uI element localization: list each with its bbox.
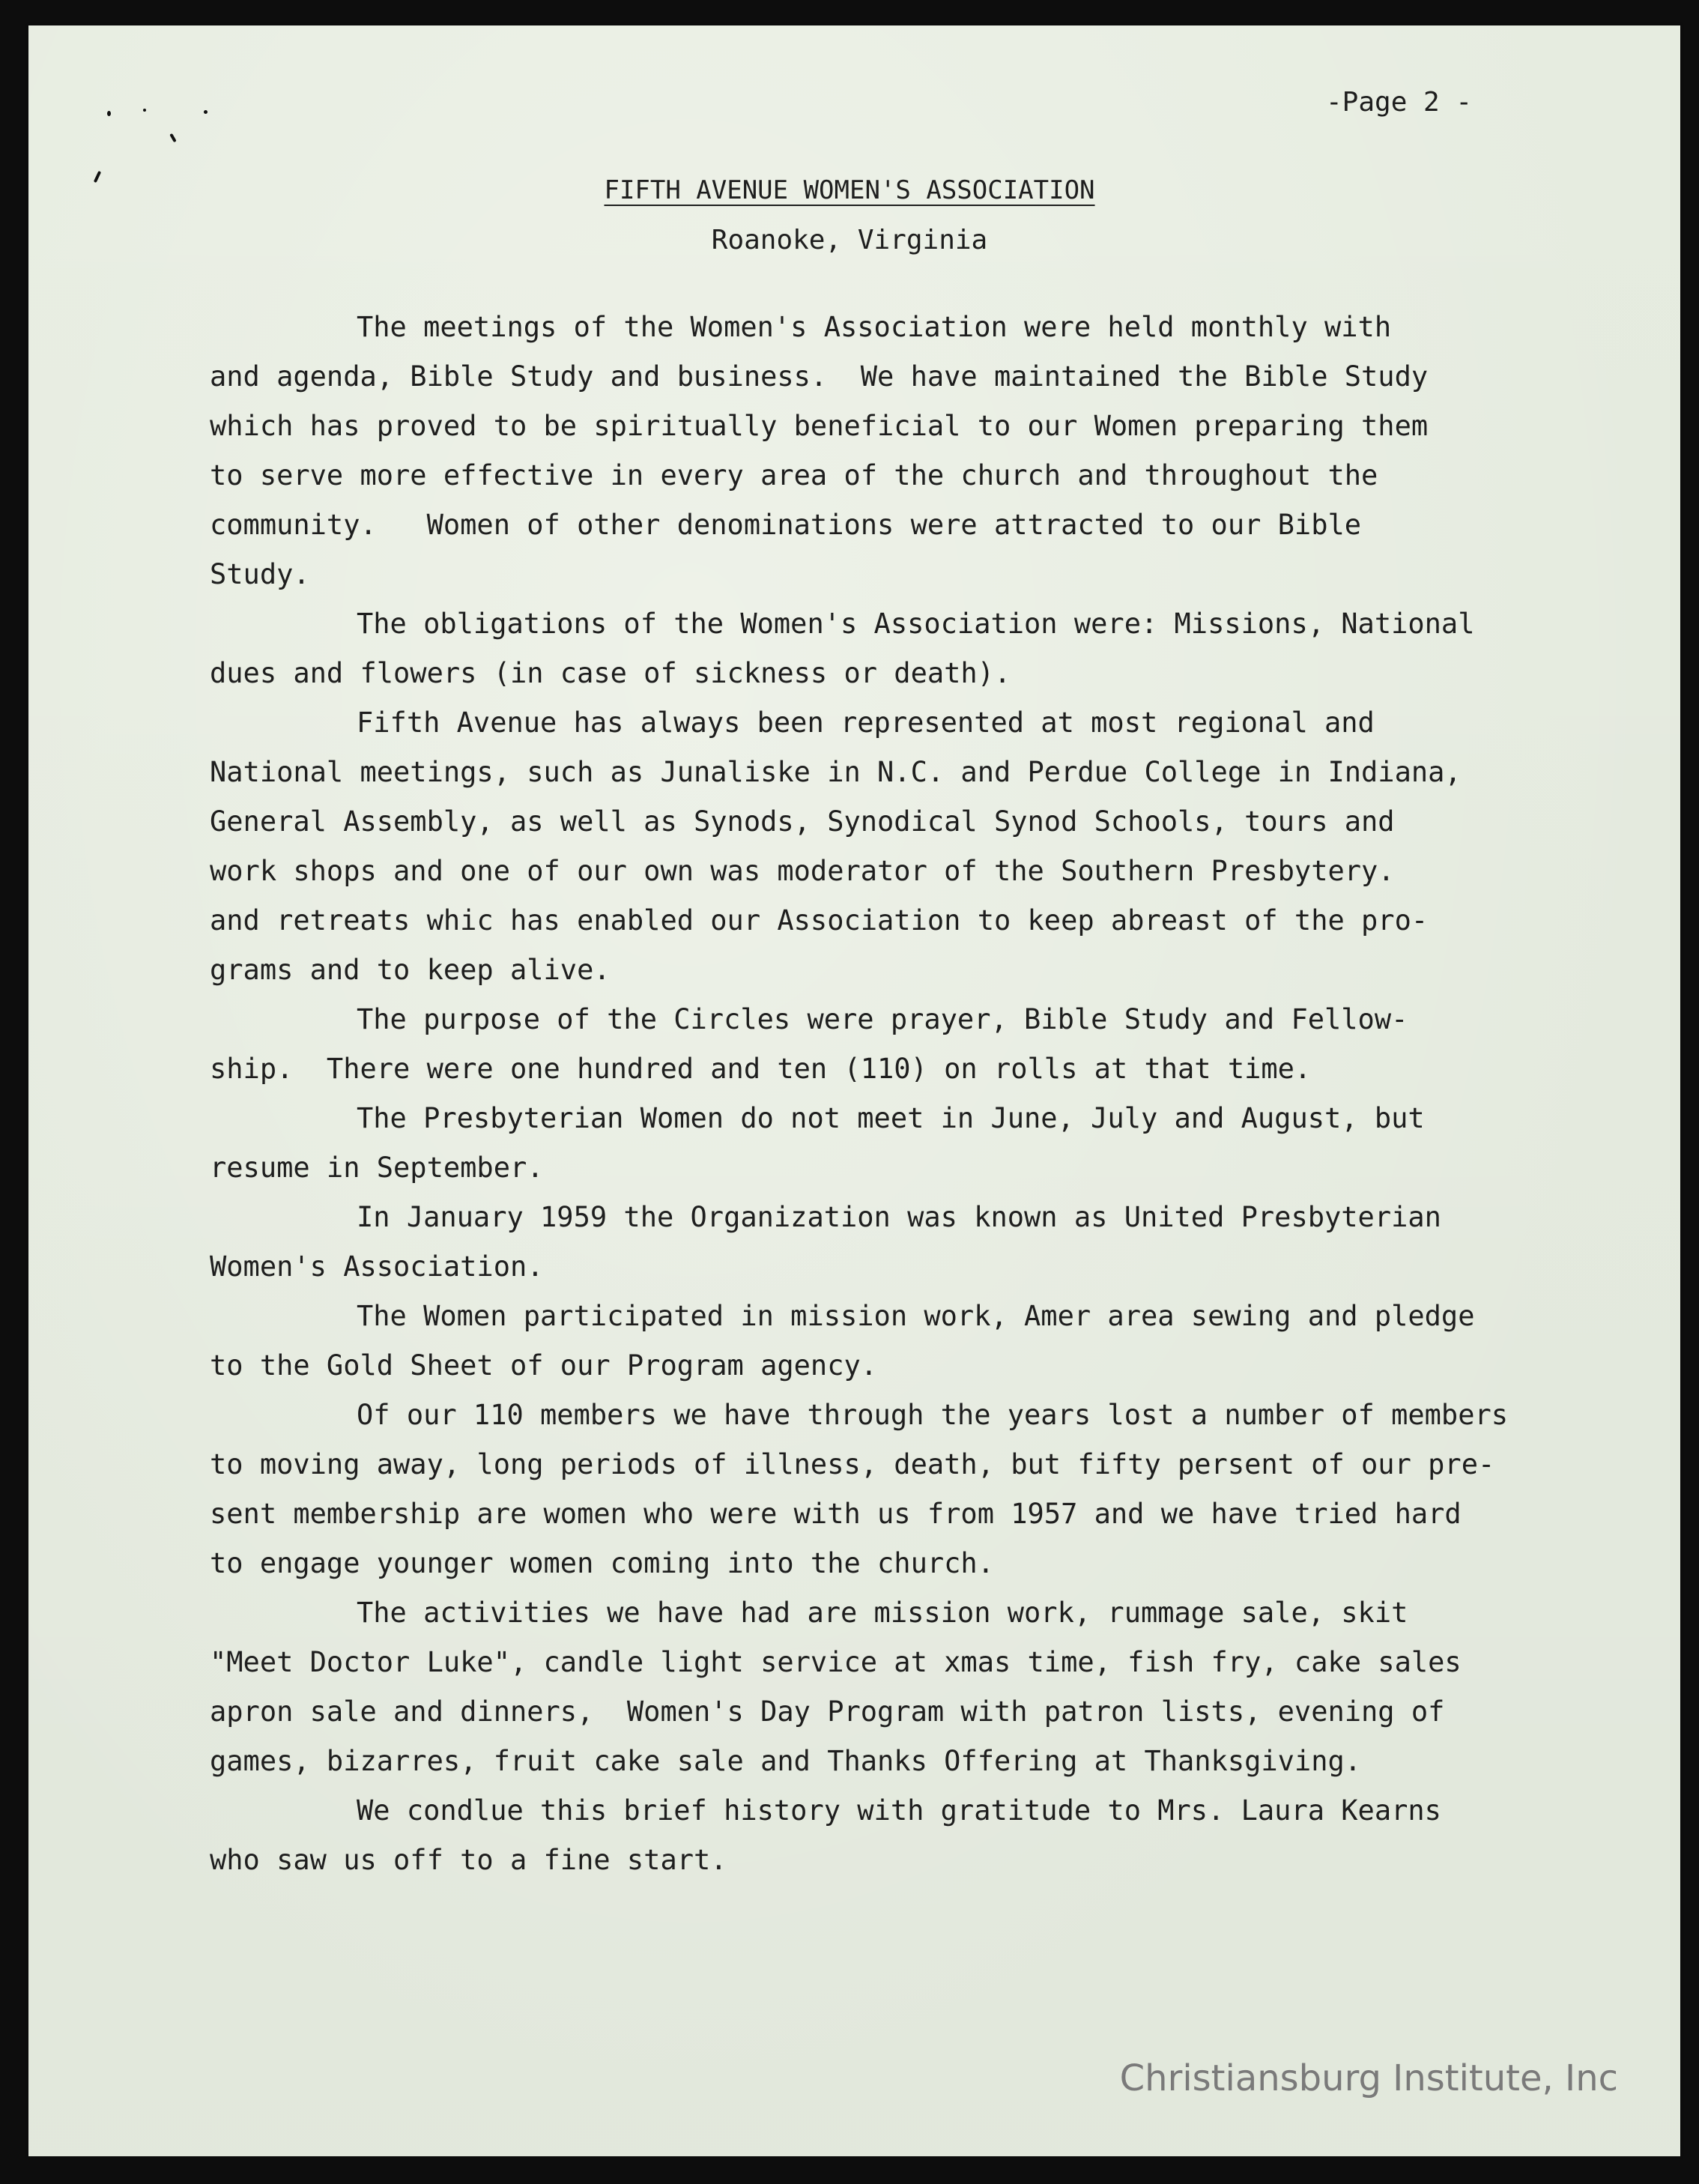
body-line: General Assembly, as well as Synods, Synodical Synod Schools, tours and xyxy=(210,805,1395,838)
body-line: to moving away, long periods of illness, death, but fifty persent of our pre- xyxy=(210,1448,1495,1480)
document-title-text: FIFTH AVENUE WOMEN'S ASSOCIATION xyxy=(604,175,1095,205)
body-line: grams and to keep alive. xyxy=(210,954,611,986)
body-line: work shops and one of our own was moderator of the Southern Presbytery. xyxy=(210,855,1395,887)
body-line: which has proved to be spiritually beneficial to our Women preparing them xyxy=(210,410,1429,442)
body-line: The obligations of the Women's Association were: Missions, National xyxy=(357,608,1475,640)
body-line: The activities we have had are mission work, rummage sale, skit xyxy=(357,1597,1408,1629)
body-line: Of our 110 members we have through the years lost a number of members xyxy=(357,1399,1509,1431)
body-line: and agenda, Bible Study and business. We have maintained the Bible Study xyxy=(210,360,1429,393)
body-line: Fifth Avenue has always been represented at most regional and xyxy=(357,707,1375,739)
body-line: and retreats whic has enabled our Association to keep abreast of the pro- xyxy=(210,904,1429,937)
document-body xyxy=(210,303,1509,1885)
body-line: apron sale and dinners, Women's Day Program with patron lists, evening of xyxy=(210,1696,1445,1728)
body-line: to the Gold Sheet of our Program agency. xyxy=(210,1349,878,1382)
body-line: National meetings, such as Junaliske in N.C. and Perdue College in Indiana, xyxy=(210,756,1462,788)
body-line: The meetings of the Women's Association were held monthly with xyxy=(357,311,1392,343)
body-line: community. Women of other denominations were attracted to our Bible xyxy=(210,509,1362,541)
body-line: Study. xyxy=(210,558,310,590)
body-line: games, bizarres, fruit cake sale and Thanks Offering at Thanksgiving. xyxy=(210,1745,1362,1777)
watermark-text: Christiansburg Institute, Inc xyxy=(1119,2057,1618,2099)
ink-speck xyxy=(204,110,208,114)
body-line: resume in September. xyxy=(210,1152,544,1184)
body-line: In January 1959 the Organization was known as United Presbyterian xyxy=(357,1201,1441,1233)
body-line: "Meet Doctor Luke", candle light service at xmas time, fish fry, cake sales xyxy=(210,1646,1462,1678)
body-line: to serve more effective in every area of the church and throughout the xyxy=(210,459,1378,491)
body-line: sent membership are women who were with us from 1957 and we have tried hard xyxy=(210,1498,1462,1530)
body-line: The purpose of the Circles were prayer, Bible Study and Fellow- xyxy=(357,1003,1408,1035)
document-title xyxy=(0,175,1699,205)
body-line: Women's Association. xyxy=(210,1250,544,1283)
ink-speck xyxy=(143,109,146,112)
body-line: We condlue this brief history with gratitude to Mrs. Laura Kearns xyxy=(357,1794,1441,1827)
body-line: to engage younger women coming into the church. xyxy=(210,1547,994,1579)
body-line: The Women participated in mission work, Amer area sewing and pledge xyxy=(357,1300,1475,1332)
page-number: -Page 2 - xyxy=(1326,87,1473,118)
body-line: who saw us off to a fine start. xyxy=(210,1844,727,1876)
body-line: ship. There were one hundred and ten (110) on rolls at that time. xyxy=(210,1053,1312,1085)
document-location: Roanoke, Virginia xyxy=(711,225,988,255)
ink-speck xyxy=(107,111,111,116)
body-line: dues and flowers (in case of sickness or death). xyxy=(210,657,1011,689)
body-line: The Presbyterian Women do not meet in June, July and August, but xyxy=(357,1102,1425,1134)
